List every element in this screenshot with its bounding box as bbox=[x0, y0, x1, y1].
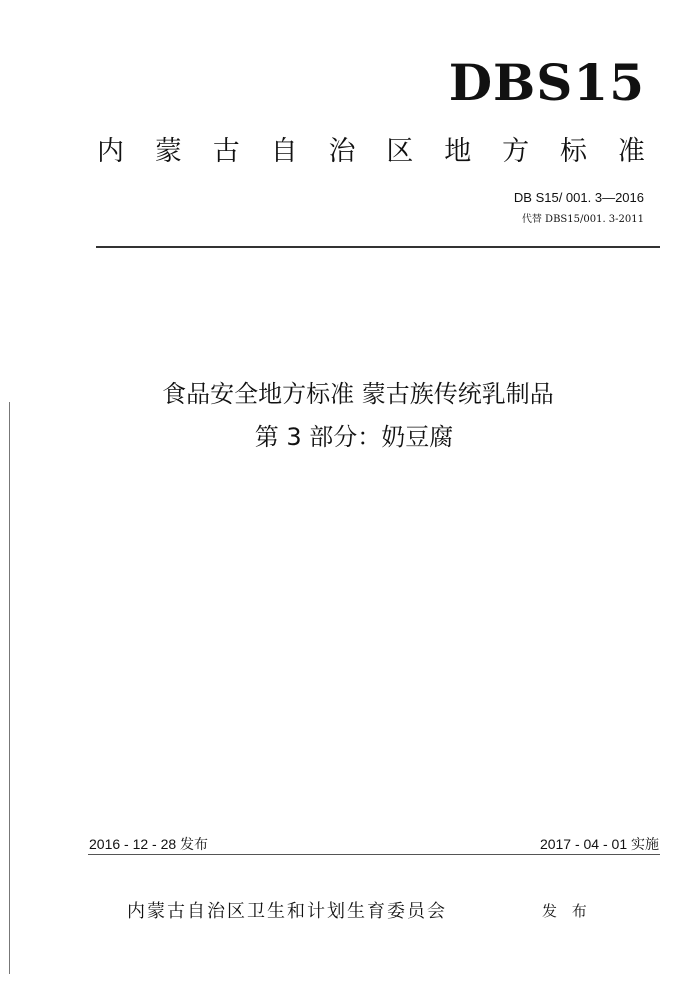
replaces-standard: 代替 DBS15/001. 3-2011 bbox=[521, 214, 644, 225]
issuer-title-char: 内 bbox=[97, 136, 124, 167]
publish-label: 发 布 bbox=[542, 902, 592, 920]
left-margin-rule bbox=[9, 402, 10, 974]
issuer-title-char: 地 bbox=[444, 136, 472, 167]
standard-number: DB S15/ 001. 3—2016 bbox=[513, 190, 644, 205]
publisher-name: 内蒙古自治区卫生和计划生育委员会 bbox=[127, 901, 447, 922]
issue-date: 2016 - 12 - 28 发布 bbox=[89, 836, 209, 852]
header-divider bbox=[96, 246, 660, 248]
issuer-title-char: 方 bbox=[502, 136, 530, 167]
issuer-title-char: 标 bbox=[560, 136, 587, 167]
implementation-date: 2017 - 04 - 01 实施 bbox=[539, 836, 659, 852]
document-title-line-2: 第 3 部分：奶豆腐 bbox=[254, 423, 454, 451]
issuer-title-char: 准 bbox=[617, 136, 645, 167]
issuer-title-char: 治 bbox=[328, 136, 356, 167]
issuer-title-char: 古 bbox=[212, 136, 240, 167]
issuer-title-char: 区 bbox=[386, 136, 414, 167]
issuer-title-char: 蒙 bbox=[154, 136, 182, 167]
standard-code: DBS15 bbox=[448, 53, 645, 112]
footer-divider bbox=[88, 854, 660, 855]
issuer-title bbox=[97, 138, 645, 165]
document-title-line-1: 食品安全地方标准 蒙古族传统乳制品 bbox=[162, 380, 554, 408]
issuer-title-char: 自 bbox=[270, 136, 298, 167]
